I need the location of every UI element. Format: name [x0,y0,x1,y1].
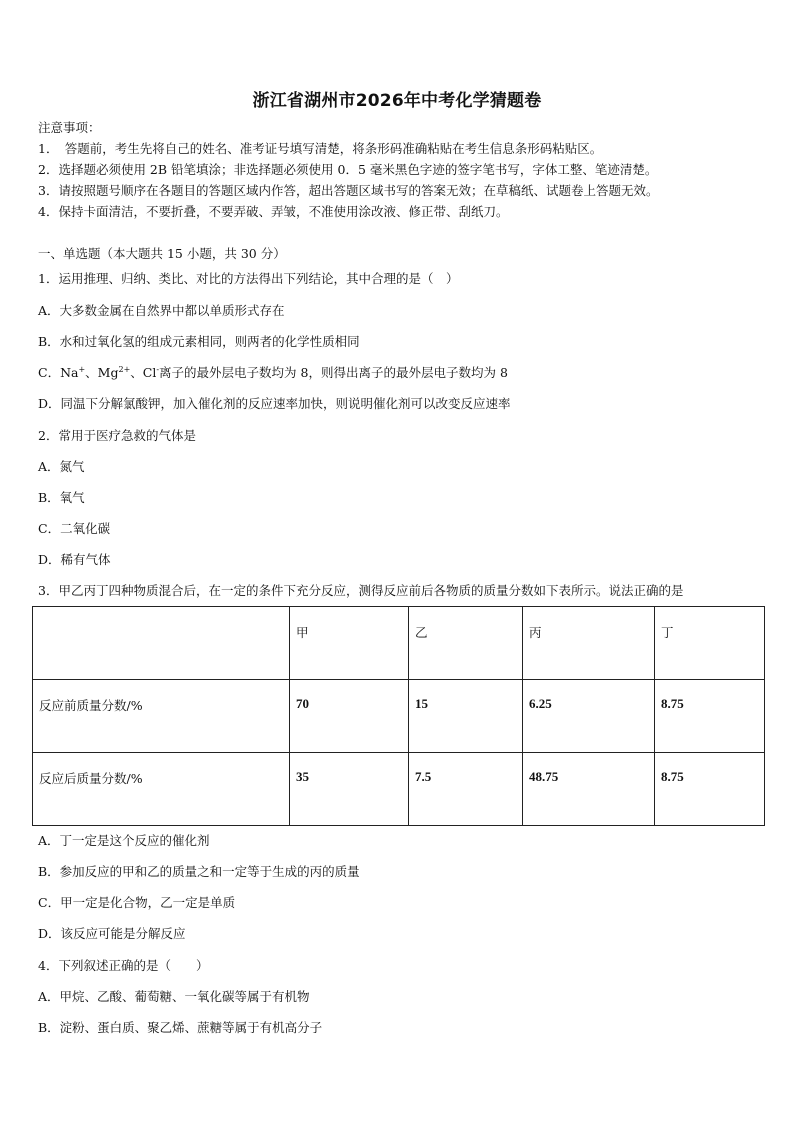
option-b: B．水和过氧化氢的组成元素相同，则两者的化学性质相同 [38,334,360,349]
charge: - [156,365,160,374]
table-header [33,607,290,680]
notice-item: 2．选择题必须使用 2B 铅笔填涂；非选择题必须使用 0．5 毫米黑色字迹的签字笔书写，字体工整、笔迹清楚。 [38,162,658,177]
option-c: C．甲一定是化合物，乙一定是单质 [38,895,236,910]
option-b: B．氧气 [38,490,85,505]
notice-item: 1． 答题前，考生先将自己的姓名、准考证号填写清楚，将条形码准确粘贴在考生信息条形码粘贴区。 [38,141,603,156]
option-c [38,364,508,382]
option-text: 、Mg [85,365,119,380]
question-stem: 1．运用推理、归纳、类比、对比的方法得出下列结论，其中合理的是（ ） [38,271,459,286]
option-a: A．丁一定是这个反应的催化剂 [38,833,210,848]
notice-item: 4．保持卡面清洁，不要折叠，不要弄破、弄皱，不准使用涂改液、修正带、刮纸刀。 [38,204,509,219]
table-cell: 15 [409,680,523,753]
table-row [33,680,765,753]
table-header: 乙 [409,607,523,680]
option-d: D．该反应可能是分解反应 [38,926,186,941]
table-header: 丁 [655,607,765,680]
table-header: 丙 [523,607,655,680]
table-header: 甲 [290,607,409,680]
table-cell: 反应后质量分数/% [33,753,290,826]
option-d: D．同温下分解氯酸钾，加入催化剂的反应速率加快，则说明催化剂可以改变反应速率 [38,396,511,411]
table-cell: 35 [290,753,409,826]
question-stem: 2．常用于医疗急救的气体是 [38,428,196,443]
option-b: B．参加反应的甲和乙的质量之和一定等于生成的丙的质量 [38,864,360,879]
option-d: D．稀有气体 [38,552,111,567]
option-text: 、Cl [130,365,157,380]
notice-item: 3．请按照题号顺序在各题目的答题区域内作答，超出答题区域书写的答案无效；在草稿纸、试题卷上答题无效。 [38,183,659,198]
table-cell: 8.75 [655,680,765,753]
section-heading: 一、单选题（本大题共 15 小题，共 30 分） [38,246,286,261]
option-a: A．氮气 [38,459,85,474]
option-text: 离子的最外层电子数均为 8，则得出离子的最外层电子数均为 8 [159,365,508,380]
table-row [33,753,765,826]
data-table [32,606,765,826]
question-stem: 4．下列叙述正确的是（ ） [38,958,209,973]
charge: + [78,365,86,374]
table-cell: 6.25 [523,680,655,753]
notice-heading: 注意事项： [38,120,101,135]
option-a: A．大多数金属在自然界中都以单质形式存在 [38,303,285,318]
table-cell: 反应前质量分数/% [33,680,290,753]
charge: 2+ [118,365,131,374]
table-header-row [33,607,765,680]
page-title: 浙江省湖州市2026年中考化学猜题卷 [252,91,542,111]
option-text: C．Na [38,365,79,380]
table-cell: 8.75 [655,753,765,826]
option-a: A．甲烷、乙酸、葡萄糖、一氧化碳等属于有机物 [38,989,310,1004]
question-stem: 3．甲乙丙丁四种物质混合后，在一定的条件下充分反应，测得反应前后各物质的质量分数如下表所示。说法正确的是 [38,583,684,598]
option-b: B．淀粉、蛋白质、聚乙烯、蔗糖等属于有机高分子 [38,1020,323,1035]
option-c: C．二氧化碳 [38,521,111,536]
table-cell: 48.75 [523,753,655,826]
table-cell: 70 [290,680,409,753]
table-cell: 7.5 [409,753,523,826]
